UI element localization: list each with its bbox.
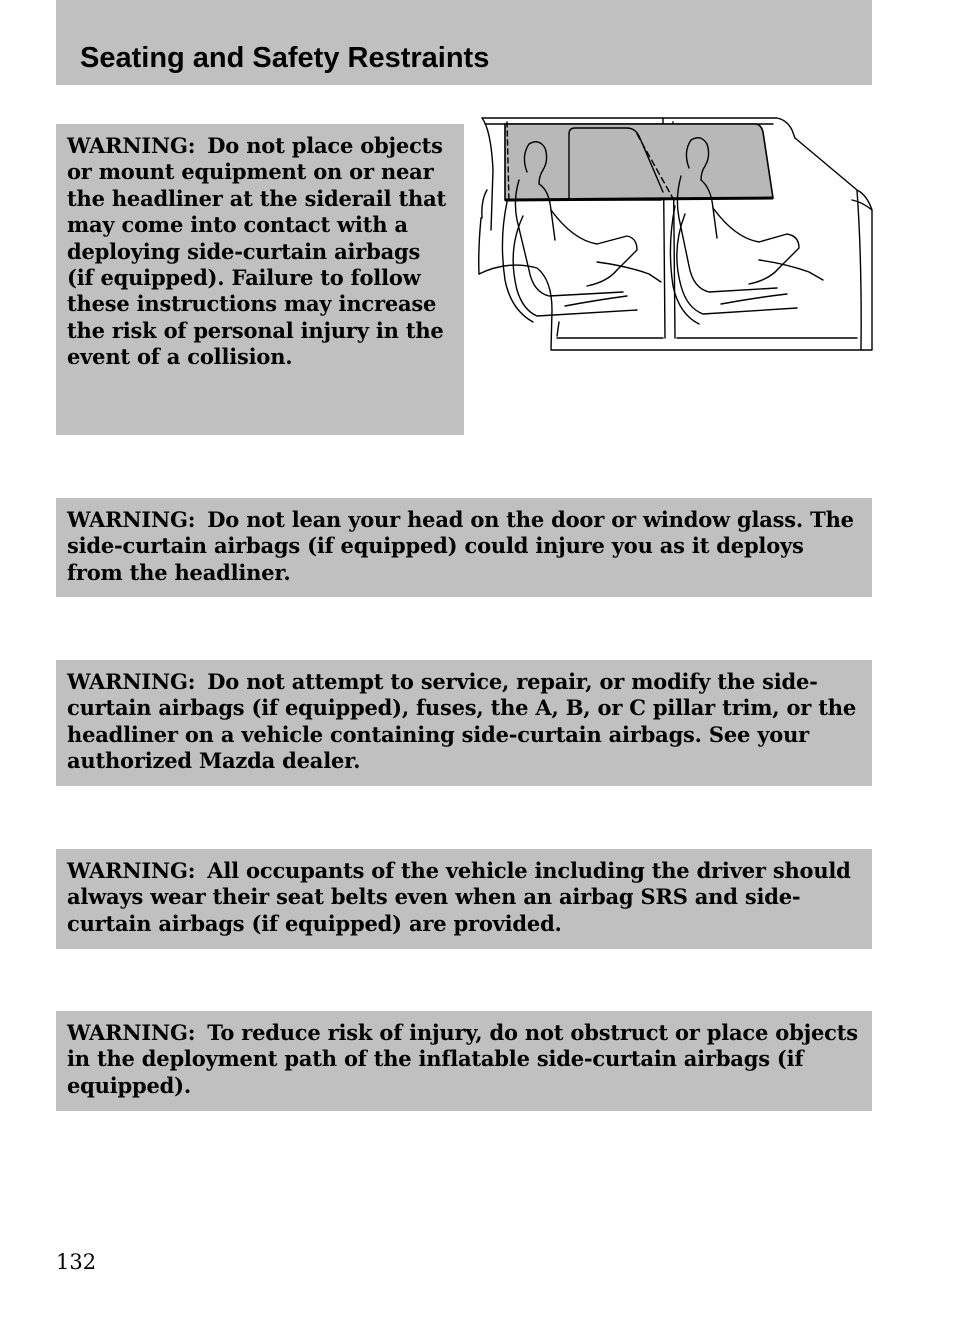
- warning-text: [67, 133, 453, 371]
- warning-body: Do not lean your head on the door or window glass. The side-curtain airbags (if equipped) could injure you as it deploys from the headliner.: [67, 507, 854, 585]
- warning-body: Do not attempt to service, repair, or modify the side-curtain airbags (if equipped), fuses, the A, B, or C pillar trim, or the headliner on a vehicle containing side-curtain airbags. See your authorized Mazda dealer.: [67, 669, 857, 774]
- warning-label: WARNING:: [67, 507, 196, 532]
- warning-box-service: [56, 660, 872, 786]
- warning-label: WARNING:: [67, 858, 196, 883]
- warning-body: All occupants of the vehicle including the driver should always wear their seat belts even when an airbag SRS and side-curtain airbags (if equipped) are provided.: [67, 858, 851, 936]
- warning-label: WARNING:: [67, 133, 196, 158]
- warning-text: [67, 669, 861, 775]
- warning-body: Do not place objects or mount equipment on or near the headliner at the siderail that may come into contact with a deploying side-curtain airbags (if equipped). Failure to follow these instructions may increase the risk of personal injury in the event of a collision.: [67, 133, 447, 370]
- warning-label: WARNING:: [67, 1020, 196, 1045]
- warning-box-deployment-path: [56, 1011, 872, 1111]
- page-number: 132: [56, 1250, 97, 1274]
- side-curtain-airbag-vehicle-illustration: [477, 110, 875, 355]
- header-bar: [56, 0, 872, 85]
- warning-box-headliner: [56, 124, 464, 435]
- warning-body: To reduce risk of injury, do not obstruct or place objects in the deployment path of the inflatable side-curtain airbags (if equipped).: [67, 1020, 858, 1098]
- warning-label: WARNING:: [67, 669, 196, 694]
- warning-box-seat-belts: [56, 849, 872, 949]
- page-title: Seating and Safety Restraints: [80, 42, 490, 74]
- warning-text: [67, 507, 861, 586]
- warning-text: [67, 858, 861, 937]
- warning-text: [67, 1020, 861, 1099]
- warning-box-lean-head: [56, 498, 872, 597]
